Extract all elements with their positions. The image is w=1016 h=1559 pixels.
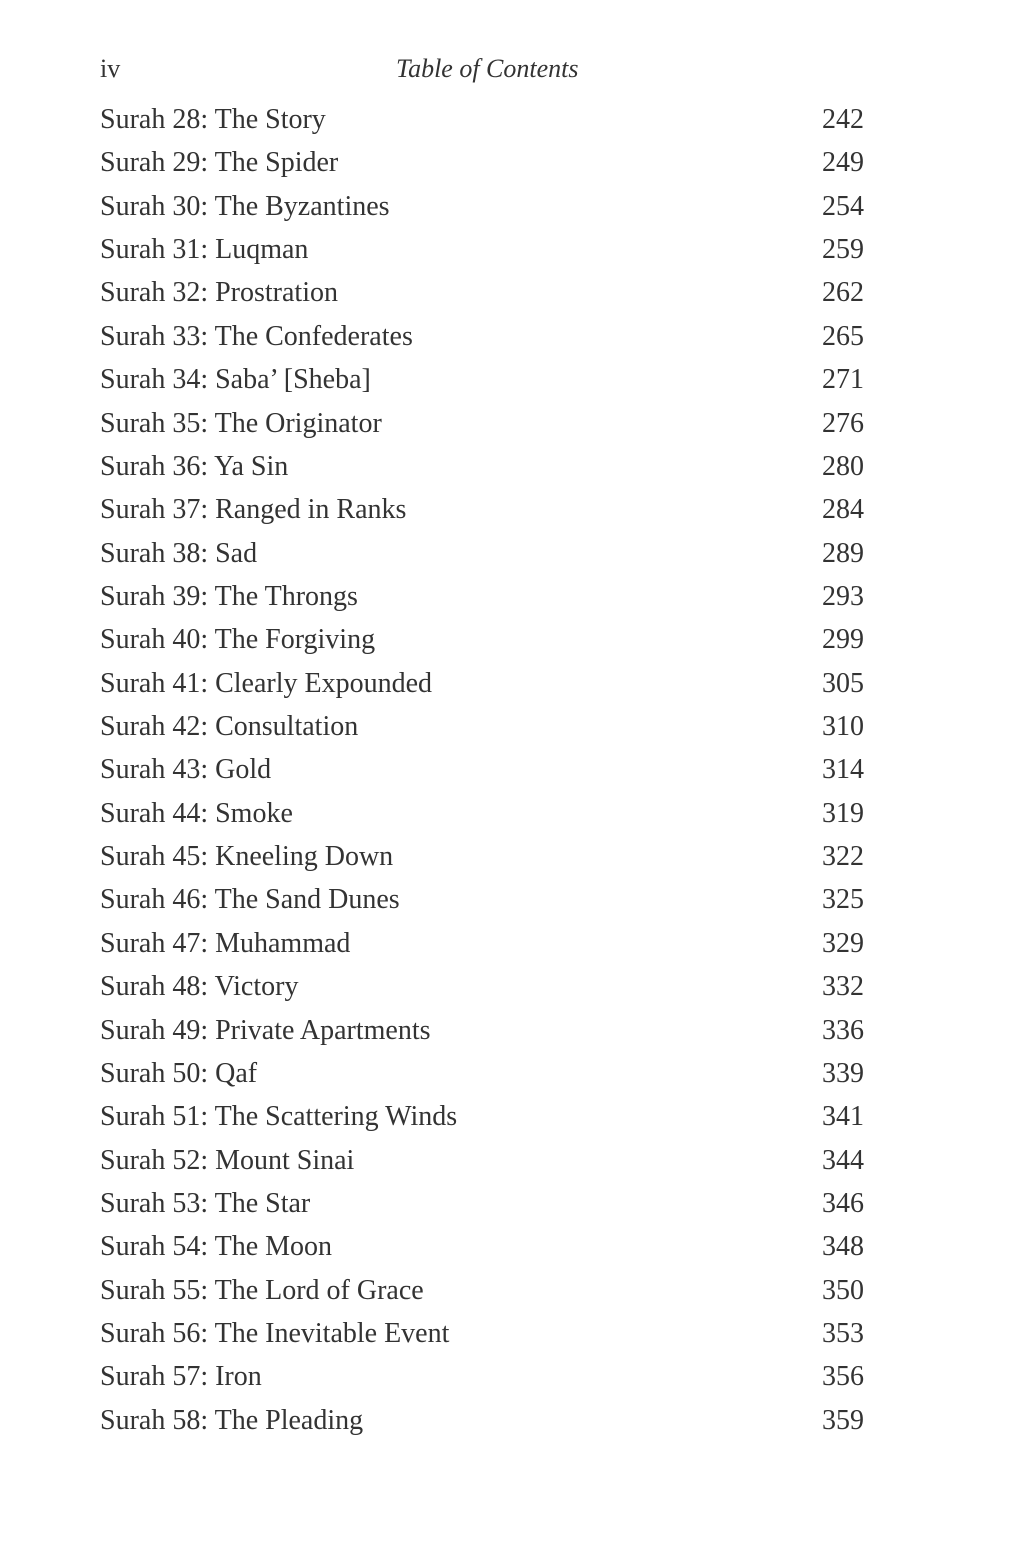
toc-entry bbox=[100, 792, 864, 835]
toc-entry-title: Surah 52: Mount Sinai bbox=[100, 1144, 355, 1176]
toc-entry-title: Surah 42: Consultation bbox=[100, 711, 359, 743]
toc-entry-page: 242 bbox=[822, 104, 864, 135]
toc-entry-title: Surah 35: The Originator bbox=[100, 407, 382, 439]
toc-entry-page: 299 bbox=[822, 624, 864, 656]
toc-entry bbox=[100, 1225, 864, 1268]
toc-entry-page: 289 bbox=[822, 537, 864, 569]
toc-entry-page: 284 bbox=[822, 494, 864, 526]
toc-entry bbox=[100, 575, 864, 618]
toc-entry-title: Surah 53: The Star bbox=[100, 1187, 311, 1219]
toc-entry bbox=[100, 1182, 864, 1225]
toc-entry-page: 262 bbox=[822, 277, 864, 309]
toc-entry bbox=[100, 965, 864, 1008]
toc-entry bbox=[100, 1355, 864, 1398]
toc-entry-page: 293 bbox=[822, 580, 864, 612]
toc-entry-title: Surah 28: The Story bbox=[100, 104, 326, 135]
toc-entry bbox=[100, 748, 864, 791]
toc-entry-title: Surah 48: Victory bbox=[100, 971, 299, 1003]
toc-entry-page: 348 bbox=[822, 1231, 864, 1263]
toc-entry bbox=[100, 922, 864, 965]
toc-entry-page: 341 bbox=[822, 1101, 864, 1133]
toc-entry-page: 314 bbox=[822, 754, 864, 786]
toc-entry bbox=[100, 402, 864, 445]
toc-entry-page: 336 bbox=[822, 1014, 864, 1046]
toc-entry-page: 344 bbox=[822, 1144, 864, 1176]
toc-entry-title: Surah 39: The Throngs bbox=[100, 580, 358, 612]
toc-entry bbox=[100, 662, 864, 705]
toc-entry-page: 359 bbox=[822, 1404, 864, 1436]
toc-entry bbox=[100, 141, 864, 184]
toc-entry-page: 259 bbox=[822, 234, 864, 266]
toc-entry-title: Surah 41: Clearly Expounded bbox=[100, 667, 433, 699]
toc-entry-title: Surah 45: Kneeling Down bbox=[100, 841, 394, 873]
toc-entry-title: Surah 44: Smoke bbox=[100, 797, 293, 829]
toc-entry-page: 325 bbox=[822, 884, 864, 916]
toc-entry-page: 276 bbox=[822, 407, 864, 439]
toc-entry-title: Surah 30: The Byzantines bbox=[100, 190, 390, 222]
toc-entry-page: 280 bbox=[822, 450, 864, 482]
toc-entry bbox=[100, 445, 864, 488]
toc-entry-page: 319 bbox=[822, 797, 864, 829]
toc-entry-title: Surah 49: Private Apartments bbox=[100, 1014, 431, 1046]
toc-entry-page: 356 bbox=[822, 1361, 864, 1393]
toc-entry bbox=[100, 1312, 864, 1355]
toc-entry-title: Surah 34: Saba’ [Sheba] bbox=[100, 364, 371, 396]
toc-entry-page: 329 bbox=[822, 927, 864, 959]
toc-entry bbox=[100, 98, 864, 141]
toc-entry bbox=[100, 532, 864, 575]
toc-entry-title: Surah 56: The Inevitable Event bbox=[100, 1318, 450, 1350]
toc-entry bbox=[100, 835, 864, 878]
toc-entry bbox=[100, 1269, 864, 1312]
toc-entry bbox=[100, 1009, 864, 1052]
running-head: Table of Contents bbox=[396, 54, 579, 83]
toc-entry-title: Surah 36: Ya Sin bbox=[100, 450, 289, 482]
toc-entry-title: Surah 57: Iron bbox=[100, 1361, 262, 1393]
page-number: iv bbox=[100, 54, 121, 83]
toc-entry bbox=[100, 488, 864, 531]
toc-entry-title: Surah 58: The Pleading bbox=[100, 1404, 364, 1436]
toc-entry bbox=[100, 358, 864, 401]
toc-entry-page: 249 bbox=[822, 147, 864, 179]
toc-entry-page: 322 bbox=[822, 841, 864, 873]
toc-entry-page: 310 bbox=[822, 711, 864, 743]
toc-entry bbox=[100, 271, 864, 314]
toc-entry-page: 353 bbox=[822, 1318, 864, 1350]
toc-entry-title: Surah 51: The Scattering Winds bbox=[100, 1101, 458, 1133]
toc-entry bbox=[100, 1399, 864, 1442]
toc-entry-title: Surah 31: Luqman bbox=[100, 234, 309, 266]
toc-entry bbox=[100, 1139, 864, 1182]
table-of-contents bbox=[100, 98, 864, 1442]
toc-entry-title: Surah 40: The Forgiving bbox=[100, 624, 376, 656]
toc-entry-page: 332 bbox=[822, 971, 864, 1003]
toc-entry-page: 350 bbox=[822, 1274, 864, 1306]
toc-entry bbox=[100, 878, 864, 921]
toc-entry bbox=[100, 1052, 864, 1095]
toc-entry-page: 254 bbox=[822, 190, 864, 222]
toc-entry-title: Surah 32: Prostration bbox=[100, 277, 338, 309]
toc-entry bbox=[100, 705, 864, 748]
toc-entry-page: 305 bbox=[822, 667, 864, 699]
toc-entry-title: Surah 33: The Confederates bbox=[100, 320, 413, 352]
toc-entry bbox=[100, 185, 864, 228]
toc-entry-page: 271 bbox=[822, 364, 864, 396]
toc-entry bbox=[100, 1095, 864, 1138]
toc-entry-title: Surah 29: The Spider bbox=[100, 147, 339, 179]
toc-entry bbox=[100, 315, 864, 358]
toc-entry-title: Surah 47: Muhammad bbox=[100, 927, 351, 959]
toc-entry-title: Surah 54: The Moon bbox=[100, 1231, 333, 1263]
toc-entry-title: Surah 37: Ranged in Ranks bbox=[100, 494, 407, 526]
toc-entry-title: Surah 55: The Lord of Grace bbox=[100, 1274, 424, 1306]
toc-entry-page: 265 bbox=[822, 320, 864, 352]
toc-entry-page: 339 bbox=[822, 1057, 864, 1089]
toc-entry-title: Surah 38: Sad bbox=[100, 537, 258, 569]
toc-entry-title: Surah 46: The Sand Dunes bbox=[100, 884, 400, 916]
toc-entry bbox=[100, 618, 864, 661]
toc-entry bbox=[100, 228, 864, 271]
toc-entry-page: 346 bbox=[822, 1187, 864, 1219]
toc-entry-title: Surah 43: Gold bbox=[100, 754, 272, 786]
toc-entry-title: Surah 50: Qaf bbox=[100, 1057, 258, 1089]
